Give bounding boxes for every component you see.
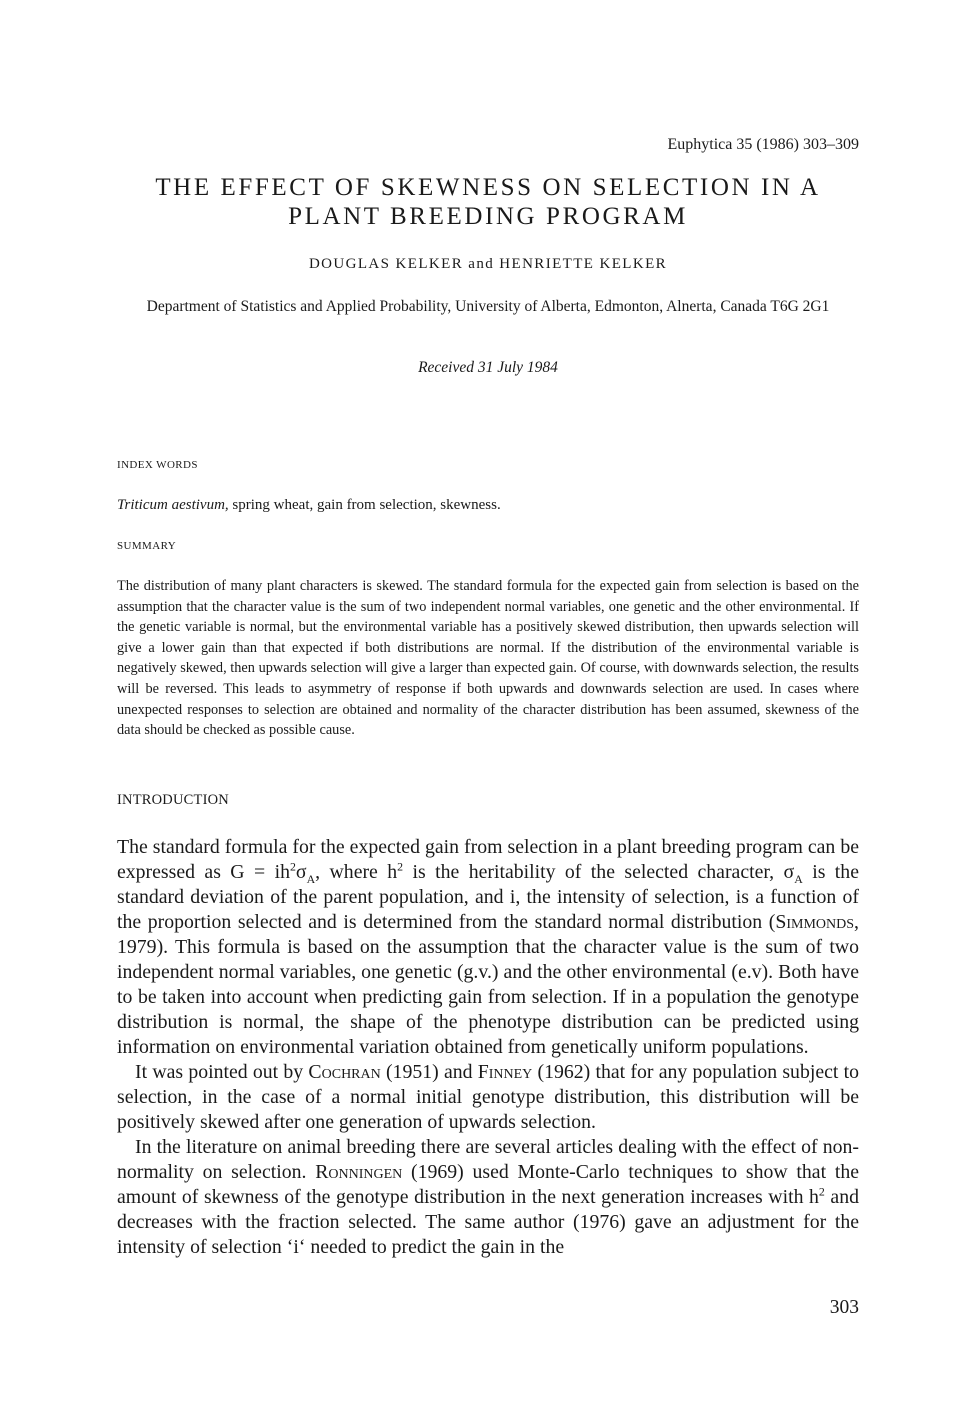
introduction-paragraph-1: The standard formula for the expected gain from selection in a plant breeding program can be expressed as $G = ih^2\sigma_A$, where $h^2$ is the heritability of the selected character, $\sigma_A$ is the standard deviation of the parent population, and i, the intensity of selection, is a function of the proportion selected and is determined from the standard normal distribution (Simmonds, 1979). This formula is based on the assumption that the character value is the sum of two independent normal variables, one genetic (g.v.) and the other environmental (e.v). Both have to be taken into account when predicting gain from selection. If in a population the genotype distribution is normal, the shape of the phenotype distribution can be predicted using information on environmental variation obtained from genetically uniform populations. (117, 836, 859, 1058)
received-date: Received 31 July 1984 (418, 359, 558, 376)
introduction-body (117, 835, 859, 1260)
citation-simmonds: Simmonds (775, 911, 855, 933)
author-affiliation: Department of Statistics and Applied Probability, University of Alberta, Edmonton, Alnerta, Canada T6G 2G1 (146, 298, 830, 315)
index-words-species: Triticum aestivum, (117, 497, 229, 513)
introduction-paragraph-3: In the literature on animal breeding there are several articles dealing with the effect of non-normality on selection. Ronningen (1969) used Monte-Carlo techniques to show that the amount of skewness of the genotype distribution in the next generation increases with $h^2$ and decreases with the fraction selected. The same author (1976) gave an adjustment for the intensity of selection ‘i‘ needed to predict the gain in the (117, 1136, 859, 1258)
introduction-heading: INTRODUCTION (117, 792, 229, 808)
article-title: THE EFFECT OF SKEWNESS ON SELECTION IN A PLANT BREEDING PROGRAM (155, 174, 821, 230)
summary-paragraph: The distribution of many plant characters is skewed. The standard formula for the expected gain from selection is based on the assumption that the character value is the sum of two independent normal variables, one genetic and the other environmental. If the genetic variable is normal, but the environmental variable has a positively skewed distribution, then upwards selection will give a lower gain than that expected if both distributions are normal. If the distribution of the environmental variable is negatively skewed, then upwards selection will give a larger than expected gain. Of course, with downwards selection, the results will be reversed. This leads to asymmetry of response if both upwards and downwards selection are used. In cases where unexpected responses to selection are obtained and normality of the character distribution has been assumed, skewness of the data should be checked as possible cause. (117, 578, 859, 739)
citation-ronningen: Ronningen (315, 1161, 403, 1183)
index-words (117, 497, 501, 514)
page-number: 303 (829, 1297, 859, 1318)
introduction-paragraph-2: It was pointed out by Cochran (1951) and Finney (1962) that for any population subject to selection, in the case of a normal initial genotype distribution, this distribution will be positively skewed after one generation of upwards selection. (117, 1061, 860, 1133)
author-list: DOUGLAS KELKER and HENRIETTE KELKER (308, 256, 668, 272)
index-words-rest: spring wheat, gain from selection, skewness. (228, 497, 501, 513)
citation-cochran: Cochran (308, 1061, 381, 1083)
citation-finney: Finney (477, 1061, 533, 1083)
index-words-heading: INDEX WORDS (117, 459, 198, 471)
journal-reference: Euphytica 35 (1986) 303–309 (667, 136, 859, 153)
summary-heading: SUMMARY (117, 540, 177, 552)
